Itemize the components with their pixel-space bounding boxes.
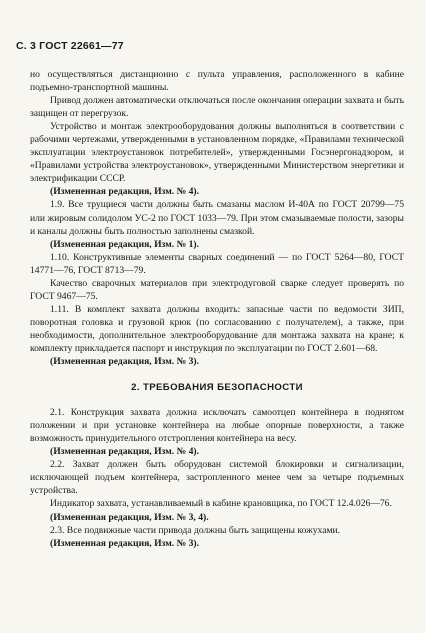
clause-1-9: 1.9. Все трущиеся части должны быть смазаны маслом И-40А по ГОСТ 20799—75 или жировым солидолом УС-2 по ГОСТ 1033—79. При этом смазываемые полости, зазоры и каналы должны быть полностью заполнены смазкой. bbox=[30, 199, 404, 237]
paragraph: Индикатор захвата, устанавливаемый в кабине крановщика, по ГОСТ 12.4.026—76. bbox=[50, 498, 392, 510]
clause-1-11: 1.11. В комплект захвата должны входить: запасные части по ведомости ЗИП, поворотная головка и грузовой крюк (по согласованию с получателем), а также, при необходимости, дополнительное электрооборудование для монтажа захвата на кране; к комплекту прикладается паспорт и инструкция по эксплуатации по ГОСТ 2.601—68. bbox=[30, 303, 404, 354]
amendment-note: (Измененная редакция, Изм. № 1). bbox=[50, 238, 200, 250]
clause-2-3: 2.3. Все подвижные части привода должны быть защищены кожухами. bbox=[50, 524, 341, 536]
amendment-note: (Измененная редакция, Изм. № 3). bbox=[50, 356, 200, 368]
amendment-note: (Измененная редакция, Изм. № 4). bbox=[50, 446, 200, 458]
paragraph: Качество сварочных материалов при электродуговой сварке следует проверять по ГОСТ 9467—75. bbox=[30, 277, 404, 302]
clause-2-1: 2.1. Конструкция захвата должна исключать самоотцеп контейнера в поднятом положении и при установке контейнера на любые опорные поверхности, а также возможность принудительного отстропления контейнера на весу. bbox=[30, 407, 404, 445]
paragraph: Привод должен автоматически отключаться после окончания операции захвата и быть защищен от перегрузок. bbox=[30, 95, 404, 120]
amendment-note: (Измененная редакция, Изм. № 3, 4). bbox=[50, 511, 209, 523]
paragraph: но осуществляться дистанционно с пульта управления, расположенного в кабине подъемно-транспортной машины. bbox=[30, 69, 404, 94]
clause-2-2: 2.2. Захват должен быть оборудован системой блокировки и сигнализации, исключающей подъем контейнера, застропленного менее чем за четыре подъемных устройства. bbox=[30, 459, 404, 497]
document-body bbox=[30, 68, 404, 550]
section-title: 2. ТРЕБОВАНИЯ БЕЗОПАСНОСТИ bbox=[131, 382, 303, 394]
page-header: С. 3 ГОСТ 22661—77 bbox=[16, 40, 124, 52]
clause-1-10: 1.10. Конструктивные элементы сварных соединений — по ГОСТ 5264—80, ГОСТ 14771—76, ГОСТ 8713—79. bbox=[30, 251, 404, 276]
paragraph: Устройство и монтаж электрооборудования должны выполняться в соответствии с рабочими чертежами, утвержденными в установленном порядке, «Правилами технической эксплуатации электроустановок потребителей», утвержденными Госэнергонадзором, и «Правилами устройства электроустановок», утвержденными Министерством энергетики и электрификации СССР. bbox=[30, 121, 404, 185]
amendment-note: (Измененная редакция, Изм. № 3). bbox=[50, 537, 200, 549]
amendment-note: (Измененная редакция, Изм. № 4). bbox=[50, 186, 200, 198]
